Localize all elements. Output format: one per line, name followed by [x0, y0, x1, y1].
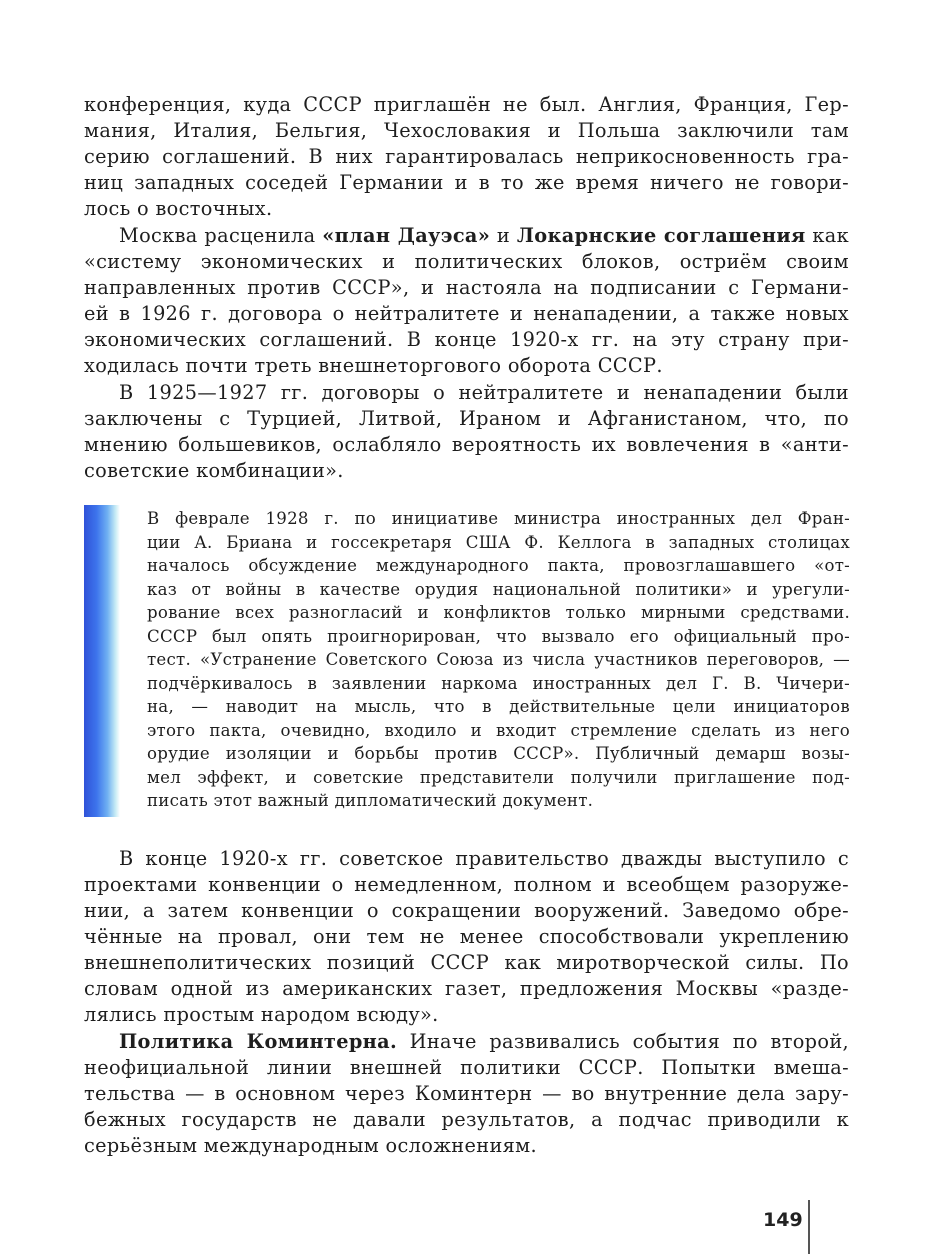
text-line: советские комбинации».	[84, 459, 344, 482]
text-line: ции А. Бриана и госсекретаря США Ф. Келлога в западных столицах	[147, 532, 850, 552]
text-line: ходилась почти треть внешнеторгового оборота СССР.	[84, 354, 663, 377]
text-line	[119, 1030, 849, 1053]
text-line: этого пакта, очевидно, входило и входит стремление сделать из него	[147, 720, 850, 740]
term-dawes-plan: «план Дауэса»	[322, 224, 491, 247]
text-line	[119, 224, 849, 247]
text-line: словам одной из американских газет, предложения Москвы «разде-	[84, 977, 849, 1000]
text-line: нии, а затем конвенции о сокращении вооружений. Заведомо обре-	[84, 899, 849, 922]
term-locarno-treaties: Локарнские соглашения	[516, 224, 806, 247]
text-line: СССР был опять проигнорирован, что вызвало его официальный про-	[147, 626, 850, 646]
text-line: «систему экономических и политических блоков, остриём своим	[84, 250, 849, 273]
section-heading-comintern: Политика Коминтерна.	[119, 1030, 398, 1053]
text-line: каз от войны в качестве орудия национальной политики» и урегули-	[147, 579, 850, 599]
text-line: на, — наводит на мысль, что в действительные цели инициаторов	[147, 697, 850, 716]
text-line: В конце 1920-х гг. советское правительство дважды выступило с	[119, 847, 849, 870]
text-line: подчёркивалось в заявлении наркома иностранных дел Г. В. Чичери-	[147, 673, 850, 693]
text-line: ниц западных соседей Германии и в то же время ничего не говори-	[84, 171, 849, 194]
text-line: рование всех разногласий и конфликтов только мирными средствами.	[147, 603, 850, 622]
text-span: как	[805, 224, 849, 247]
text-line: проектами конвенции о немедленном, полном и всеобщем разоруже-	[84, 873, 849, 896]
text-line: чённые на провал, они тем не менее способствовали укреплению	[84, 925, 849, 948]
text-line: экономических соглашений. В конце 1920-х гг. на эту страну при-	[84, 328, 849, 351]
accent-bar	[84, 505, 120, 817]
text-span: Москва расценила	[119, 224, 323, 247]
text-line: конференция, куда СССР приглашён не был. Англия, Франция, Гер-	[84, 93, 849, 116]
text-line: бежных государств не давали результатов, а подчас приводили к	[84, 1108, 849, 1131]
text-line: неофициальной линии внешней политики СССР. Попытки вмеша-	[84, 1056, 849, 1079]
text-line: ей в 1926 г. договора о нейтралитете и ненападении, а также новых	[84, 302, 849, 325]
text-line: направленных против СССР», и настояла на подписании с Германи-	[84, 276, 849, 299]
text-line: лялись простым народом всюду».	[84, 1003, 439, 1026]
text-line: мнению большевиков, ослабляло вероятность их вовлечения в «анти-	[84, 433, 849, 456]
text-line: заключены с Турцией, Литвой, Ираном и Афганистаном, что, по	[84, 407, 849, 430]
text-line: В 1925—1927 гг. договоры о нейтралитете и ненападении были	[119, 381, 849, 404]
text-line: писать этот важный дипломатический документ.	[147, 791, 594, 810]
text-line: внешнеполитических позиций СССР как миротворческой силы. По	[84, 951, 849, 974]
text-line: началось обсуждение международного пакта, провозглашавшего «от-	[147, 556, 850, 575]
text-line: тельства — в основном через Коминтерн — во внутренние дела зару-	[84, 1082, 849, 1105]
text-line: мел эффект, и советские представители получили приглашение под-	[147, 767, 850, 787]
text-line: тест. «Устранение Советского Союза из числа участников переговоров, —	[147, 650, 850, 669]
text-line: серьёзным международным осложнениям.	[84, 1134, 538, 1157]
page-number: 149	[763, 1209, 803, 1231]
margin-rule	[808, 1200, 810, 1254]
text-span: и	[490, 224, 517, 247]
text-line: В феврале 1928 г. по инициативе министра иностранных дел Фран-	[147, 509, 850, 528]
text-line: орудие изоляции и борьбы против СССР». Публичный демарш возы-	[147, 744, 850, 763]
text-line: лось о восточных.	[84, 197, 273, 220]
text-line: серию соглашений. В них гарантировалась неприкосновенность гра-	[84, 145, 849, 168]
text-span: Иначе развивались события по второй,	[397, 1030, 849, 1053]
text-line: мания, Италия, Бельгия, Чехословакия и Польша заключили там	[84, 119, 849, 142]
